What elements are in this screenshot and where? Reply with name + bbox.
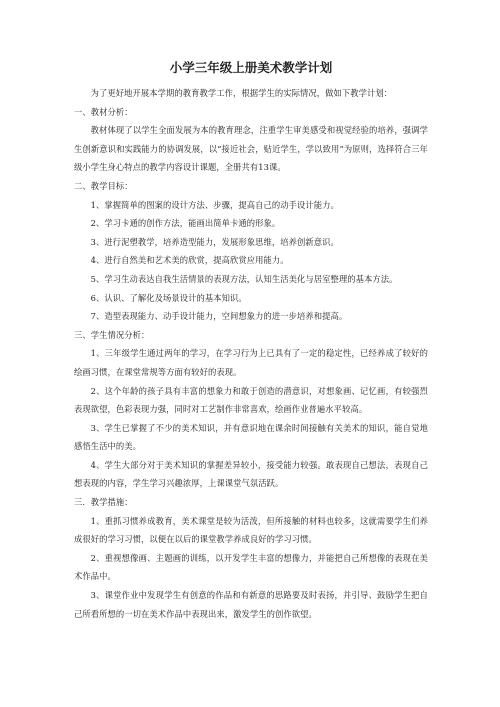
student-analysis-item: 2、这个年龄的孩子具有丰富的想象力和敢于创造的潜意识，对想象画、记忆画，有较强烈表现欲望，色彩表现力强，同时对工艺制作非常喜欢，绘画作业普遍水平较高。: [74, 385, 428, 415]
intro-paragraph: 为了更好地开展本学期的教育教学工作，根据学生的实际情况，做如下教学计划：: [90, 88, 393, 98]
goal-item: 5、学习生动表达自我生活情景的表现方法，认知生活美化与居室整理的基本方法。: [90, 273, 398, 284]
goal-item: 2、学习卡通的创作方法，能画出简单卡通的形象。: [90, 218, 281, 229]
measure-item: 3、课堂作业中发现学生有创意的作品和有新意的思路要及时表扬，并引导、鼓励学生把自己所看所想的一切在美术作品中表现出来，激发学生的创作欲望。: [74, 590, 428, 619]
section-heading-student-analysis: 三、学生情况分析：: [74, 329, 150, 340]
goal-item: 7、造型表现能力、动手设计能力，空间想象力的进一步培养和提高。: [90, 311, 348, 322]
measure-item: 2、重视想像画、主题画的训练，以开发学生丰富的想像力，并能把自己所想像的表现在美术作品中。: [74, 552, 428, 582]
textbook-analysis-paragraph: 教材体现了以学生全面发展为本的教育理念，注重学生审美感受和视觉经验的培养，强调学生创新意识和实践能力的协调发展，以“接近社会，贴近学生，学以致用”为原则，选择符合三年级小学生身心特点的教学内容设计课题，全册共有13课。: [74, 125, 428, 173]
goal-item: 6、认识、了解化及场景设计的基本知识。: [90, 292, 247, 303]
goal-item: 1、掌握简单的图案的设计方法、步骤，提高自己的动手设计能力。: [90, 199, 339, 210]
student-analysis-item: 3、学生已掌握了不少的美术知识，并有意识地在课余时间接触有关美术的知识，能自觉地感悟生活中的美。: [74, 422, 428, 452]
student-analysis-item: 4、学生大部分对于美术知识的掌握差异较小，接受能力较强。敢表现自己想法，表现自己想表现的内容，学生学习兴趣浓厚，上课课堂气氛活跃。: [74, 459, 428, 489]
goal-item: 3、进行泥塑教学，培养造型能力，发展形象思维，培养创新意识。: [90, 236, 339, 247]
section-heading-teaching-goals: 二、教学目标：: [74, 180, 133, 191]
section-heading-teaching-measures: 三．教学措施：: [74, 497, 133, 508]
goal-item: 4、进行自然美和艺术美的欣赏，提高欣赏应用能力。: [90, 255, 289, 266]
student-analysis-item: 1、三年级学生通过两年的学习，在学习行为上已具有了一定的稳定性，已经养成了较好的绘画习惯，在课堂常规等方面有较好的表现。: [74, 348, 428, 377]
section-heading-textbook-analysis: 一、教材分析：: [74, 106, 133, 117]
page-title: 小学三年级上册美术教学计划: [169, 60, 333, 75]
measure-item: 1、重抓习惯养成教育，美术课堂是较为活泼，但所接触的材料也较多，这就需要学生们养成很好的学习习惯，以便在以后的课堂教学养成良好的学习习惯。: [74, 515, 428, 545]
